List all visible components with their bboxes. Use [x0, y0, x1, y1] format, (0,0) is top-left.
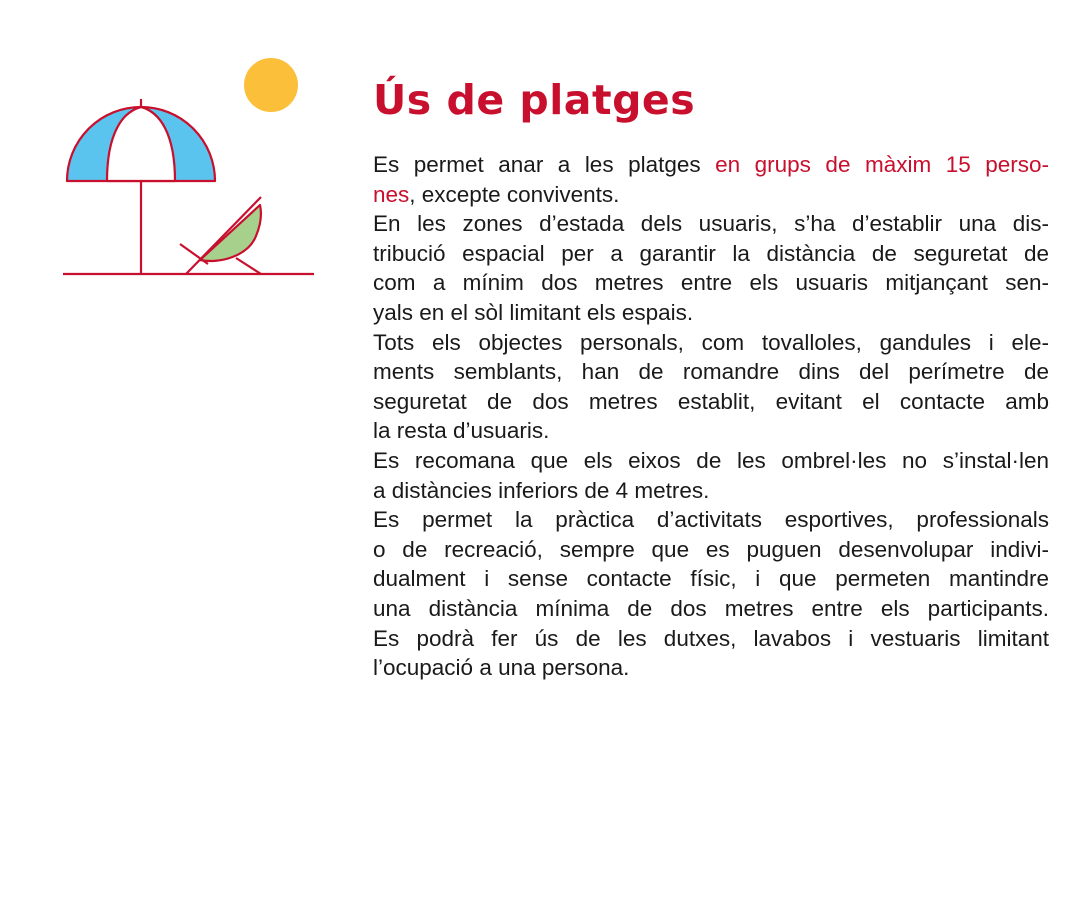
highlight-text: nes [373, 181, 410, 207]
text-line: dualment i sense contacte físic, i que permeten mantindre [373, 566, 1049, 592]
text-line: ments semblants, han de romandre dins del perímetre de [373, 359, 1049, 385]
sun-icon [244, 58, 298, 112]
text-line: a distàncies inferiors de 4 metres. [373, 477, 710, 503]
beach-scene [60, 52, 320, 282]
text-line [373, 150, 1049, 180]
text-line: Tots els objectes personals, com tovalloles, gandules i ele- [373, 329, 1049, 355]
beach-umbrella-icon [67, 99, 215, 274]
text-line [373, 180, 1049, 210]
main-content [373, 72, 1049, 683]
deck-chair-icon [180, 197, 261, 274]
text-line: o de recreació, sempre que es puguen desenvolupar indivi- [373, 536, 1049, 562]
text-line: Es recomana que els eixos de les ombrel·les no s’instal·len [373, 447, 1049, 473]
text-line: Es podrà fer ús de les dutxes, lavabos i vestuaris limitant [373, 625, 1049, 651]
beach-illustration [60, 52, 320, 282]
text-line: yals en el sòl limitant els espais. [373, 299, 694, 325]
text-line: En les zones d’estada dels usuaris, s’ha d’establir una dis- [373, 211, 1049, 237]
body-text [373, 150, 1049, 683]
text-line: com a mínim dos metres entre els usuaris mitjançant sen- [373, 270, 1049, 296]
text-line: una distància mínima de dos metres entre els participants. [373, 595, 1049, 621]
highlight-text: en grups de màxim 15 perso- [715, 152, 1049, 177]
text-line: Es permet la pràctica d’activitats esportives, professionals [373, 507, 1049, 533]
text-line: seguretat de dos metres establit, evitant el contacte amb [373, 388, 1049, 414]
text-line: tribució espacial per a garantir la distància de seguretat de [373, 240, 1049, 266]
page-title: Ús de platges [373, 76, 696, 124]
text-segment: , excepte convivents. [409, 181, 620, 207]
text-segment: Es permet anar a les platges [373, 152, 716, 177]
text-line: la resta d’usuaris. [373, 418, 550, 444]
text-line: l’ocupació a una persona. [373, 655, 630, 681]
